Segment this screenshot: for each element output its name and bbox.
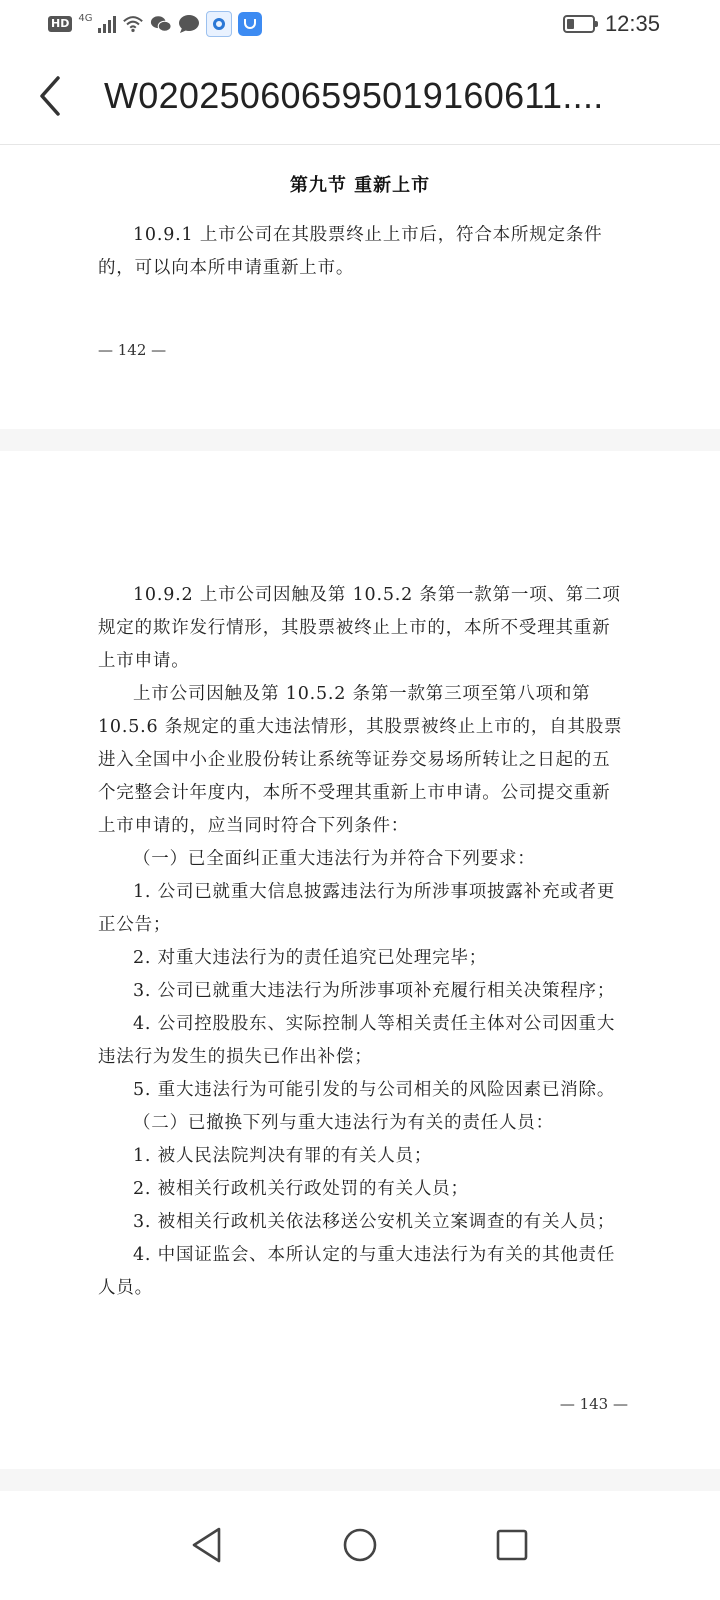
page-number: — 142 —: [98, 341, 167, 359]
wifi-icon: [122, 14, 144, 34]
nav-back-button[interactable]: [183, 1521, 231, 1569]
battery-icon: [563, 15, 595, 33]
back-button[interactable]: [26, 72, 74, 120]
paragraph: 上市公司因触及第 10.5.2 条第一款第三项至第八项和第 10.5.6 条规定的重大违法情形，其股票被终止上市的，自其股票进入全国中小企业股份转让系统等证券交易场所转让之日起的五个完整会计年度内，本所不受理其重新上市申请。公司提交重新上市申请的，应当同时符合下列条件：: [98, 684, 623, 836]
store-app-icon: [238, 12, 262, 36]
nav-back-icon: [189, 1525, 225, 1565]
paragraph: 10.9.2 上市公司因触及第 10.5.2 条第一款第一项、第二项规定的欺诈发行情形，其股票被终止上市的，本所不受理其重新上市申请。: [98, 585, 621, 671]
document-title: W0202506065950191606​11....: [104, 75, 604, 116]
paragraph: 3. 被相关行政机关依法移送公安机关立案调查的有关人员；: [133, 1212, 616, 1232]
message-icon: [178, 14, 200, 34]
paragraph: 2. 对重大违法行为的责任追究已处理完毕；: [133, 948, 488, 968]
paragraph: 1. 公司已就重大信息披露违法行为所涉事项披露补充或者更正公告；: [98, 882, 616, 935]
paragraph: 10.9.1 上市公司在其股票终止上市后，符合本所规定条件的，可以向本所申请重新上市。: [98, 225, 603, 278]
document-page-142[interactable]: [0, 145, 720, 429]
signal-icon: [98, 15, 116, 33]
page-separator: [0, 429, 720, 451]
paragraph: 2. 被相关行政机关行政处罚的有关人员；: [133, 1179, 469, 1199]
wechat-icon: [150, 14, 172, 34]
network-type: 4G: [78, 12, 93, 24]
nav-home-icon: [341, 1526, 379, 1564]
paragraph: 5. 重大违法行为可能引发的与公司相关的风险因素已消除。: [133, 1080, 616, 1100]
status-left: [48, 10, 262, 38]
back-arrow-icon: [34, 74, 66, 118]
bank-app-icon: [206, 11, 232, 37]
clock: 12:35: [604, 11, 660, 36]
nav-recent-icon: [494, 1527, 530, 1563]
paragraph: 4. 中国证监会、本所认定的与重大违法行为有关的其他责任人员。: [98, 1245, 616, 1298]
paragraph: 4. 公司控股股东、实际控制人等相关责任主体对公司因重大违法行为发生的损失已作出补偿；: [98, 1014, 616, 1067]
page-number: — 143 —: [559, 1395, 628, 1413]
page-separator: [0, 1469, 720, 1491]
section-heading: 第九节 重新上市: [289, 175, 431, 196]
system-nav-bar: [0, 1491, 720, 1600]
page-body: [98, 579, 628, 1305]
hd-badge: HD: [48, 16, 72, 32]
app-header: [0, 48, 720, 145]
status-bar: [0, 0, 720, 48]
page-body: [98, 219, 628, 285]
paragraph: （二）已撤换下列与重大违法行为有关的责任人员：: [133, 1113, 554, 1133]
paragraph: （一）已全面纠正重大违法行为并符合下列要求：: [133, 849, 536, 869]
nav-recent-button[interactable]: [488, 1521, 536, 1569]
document-page-143[interactable]: [0, 451, 720, 1469]
paragraph: 3. 公司已就重大违法行为所涉事项补充履行相关决策程序；: [133, 981, 616, 1001]
paragraph: 1. 被人民法院判决有罪的有关人员；: [133, 1146, 433, 1166]
status-right: [563, 10, 660, 38]
nav-home-button[interactable]: [336, 1521, 384, 1569]
